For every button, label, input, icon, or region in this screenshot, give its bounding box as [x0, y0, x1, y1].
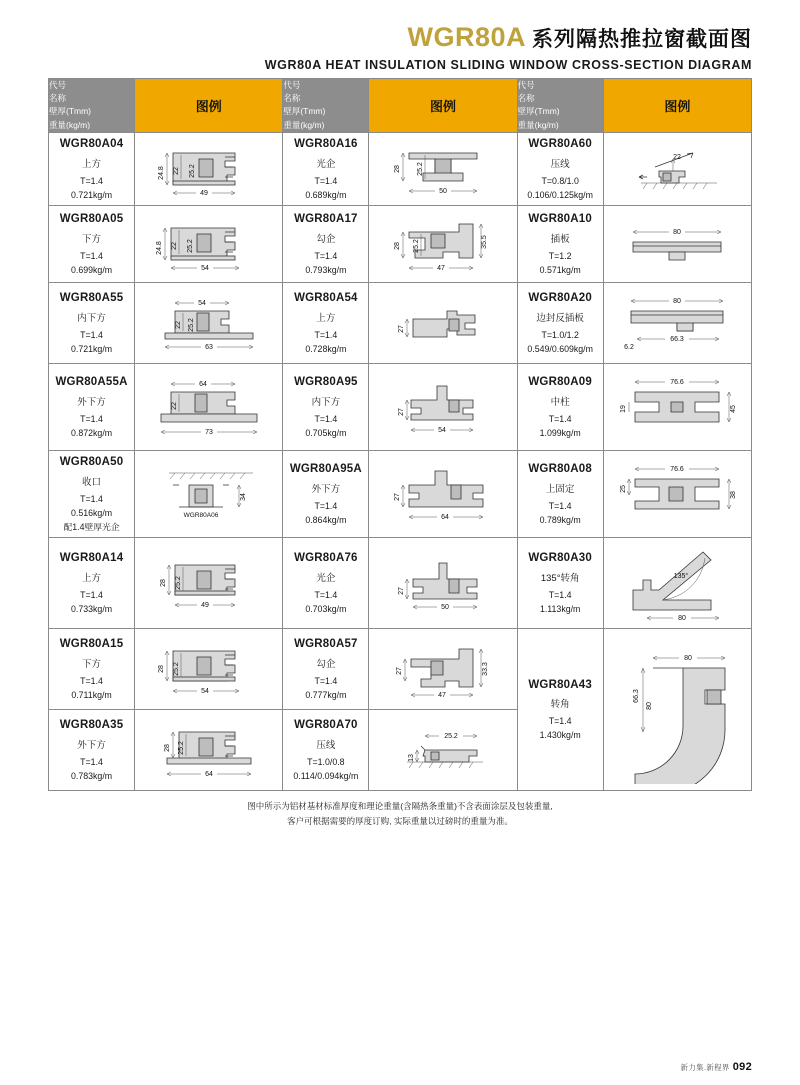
dim-label: 28 — [394, 241, 402, 250]
profile-weight: 0.549/0.609kg/m — [527, 343, 593, 354]
profile-code: WGR80A55 — [59, 292, 124, 305]
profile-name: 勾企 — [316, 233, 336, 245]
profile-label-cell — [517, 537, 603, 628]
header-label-cell-1 — [49, 79, 135, 133]
dim-label: 63 — [204, 343, 213, 351]
profile-weight: 0.789kg/m — [539, 514, 581, 525]
header-line-code: 代号 — [49, 80, 67, 90]
dim-label: 64 — [198, 380, 207, 388]
profile-thickness: T=1.4 — [548, 413, 572, 424]
table-row — [49, 132, 752, 205]
profile-weight: 0.783kg/m — [71, 770, 113, 781]
dim-label: 28 — [163, 743, 171, 752]
profile-thickness: T=1.2 — [548, 250, 572, 261]
header-line-weight: 重量(kg/m) — [49, 119, 91, 130]
profile-figure — [369, 282, 517, 363]
profile-label-cell — [517, 628, 603, 790]
profile-label-cell — [49, 205, 135, 282]
profile-code: WGR80A14 — [59, 552, 124, 565]
profile-name: 上方 — [82, 158, 102, 170]
profile-code: WGR80A76 — [294, 552, 358, 565]
profile-label-cell — [283, 282, 369, 363]
profile-label-cell — [517, 282, 603, 363]
dim-label: 28 — [157, 664, 165, 673]
profile-label-cell — [49, 709, 135, 790]
dim-label: 22 — [170, 401, 178, 410]
profile-code: WGR80A15 — [59, 638, 124, 651]
dim-label: 27 — [396, 666, 404, 675]
dim-label: 76.6 — [670, 378, 685, 386]
dim-label: 54 — [438, 426, 446, 434]
dim-label: 19 — [620, 404, 628, 413]
header-line-name: 名称 — [283, 93, 301, 104]
dim-label: 49 — [199, 189, 208, 197]
profile-figure — [369, 709, 517, 790]
dim-label: 27 — [394, 492, 402, 501]
profile-code: WGR80A17 — [294, 213, 358, 226]
profile-label-cell — [49, 628, 135, 709]
profile-code: WGR80A20 — [528, 292, 592, 305]
profile-thickness: T=1.4 — [80, 756, 103, 767]
dim-label: 25 — [620, 484, 628, 493]
table-row — [49, 363, 752, 450]
profile-thickness: T=1.4 — [314, 413, 338, 424]
header-figure-cell-3: 图例 — [603, 79, 751, 133]
header-line-thickness: 壁厚(Tmm) — [283, 106, 326, 117]
dim-label: 28 — [394, 164, 402, 173]
profile-code: WGR80A95A — [289, 463, 362, 476]
dim-label: 73 — [204, 428, 213, 436]
profile-weight: 0.728kg/m — [305, 343, 347, 354]
dim-label: 49 — [200, 601, 209, 609]
profile-thickness: T=0.8/1.0 — [541, 175, 579, 186]
profile-code: WGR80A35 — [59, 719, 124, 732]
part-label: WGR80A06 — [183, 511, 219, 519]
title-en: WGR80A HEAT INSULATION SLIDING WINDOW CROSS-SECTION DIAGRAM — [264, 58, 752, 72]
profile-code: WGR80A08 — [528, 463, 592, 476]
profile-weight: 1.099kg/m — [539, 427, 581, 438]
dim-label: 22 — [170, 241, 178, 250]
profile-figure — [369, 450, 517, 537]
table-header-row — [49, 79, 752, 133]
profile-weight: 1.113kg/m — [539, 603, 581, 614]
profile-thickness: T=1.4 — [80, 493, 103, 504]
header-line-thickness: 壁厚(Tmm) — [49, 106, 92, 117]
profile-weight: 0.733kg/m — [71, 603, 113, 614]
profile-code: WGR80A54 — [294, 292, 358, 305]
header-line-thickness: 壁厚(Tmm) — [517, 106, 560, 117]
profile-weight: 0.114/0.094kg/m — [293, 770, 359, 781]
profile-figure — [603, 132, 751, 205]
profile-figure — [369, 628, 517, 709]
dim-label: 54 — [197, 299, 206, 307]
dim-label: 22 — [172, 166, 180, 175]
profile-extra: 配1.4壁厚光企 — [63, 522, 120, 532]
dim-label: 22 — [174, 320, 182, 329]
profile-label-cell — [283, 450, 369, 537]
profile-label-cell — [283, 709, 369, 790]
footnote — [0, 799, 800, 830]
profile-figure — [603, 537, 751, 628]
profile-figure — [603, 363, 751, 450]
dim-label: 34 — [239, 492, 247, 501]
profile-weight: 0.777kg/m — [305, 689, 347, 700]
profile-thickness: T=1.4 — [314, 500, 338, 511]
header-line-name: 名称 — [517, 93, 535, 104]
profile-figure — [135, 628, 283, 709]
profile-label-cell — [49, 282, 135, 363]
profile-figure — [369, 537, 517, 628]
profile-thickness: T=1.4 — [80, 589, 103, 600]
profile-thickness: T=1.4 — [80, 675, 103, 686]
dim-label: 24.8 — [155, 240, 163, 255]
profile-label-cell — [283, 537, 369, 628]
profile-code: WGR80A09 — [528, 376, 592, 389]
profile-code: WGR80A57 — [294, 638, 358, 651]
profile-label-cell — [283, 205, 369, 282]
profile-figure — [135, 132, 283, 205]
dim-label: 25.2 — [177, 740, 185, 755]
dim-label: 33.3 — [482, 661, 490, 676]
profile-figure — [369, 363, 517, 450]
footnote-line-2: 客户可根据需要的厚度订购, 实际重量以过磅时的重量为准。 — [287, 816, 513, 827]
dim-label: 54 — [200, 264, 209, 272]
dim-label: 28 — [159, 578, 167, 587]
profile-name: 光企 — [316, 572, 336, 584]
title-cn: 系列隔热推拉窗截面图 — [532, 28, 752, 51]
header-figure-cell-1: 图例 — [135, 79, 283, 133]
profile-weight: 0.516kg/m — [71, 507, 113, 518]
profile-figure — [135, 205, 283, 282]
profile-figure — [135, 537, 283, 628]
dim-label: 6.2 — [624, 343, 635, 351]
profile-code: WGR80A05 — [59, 213, 124, 226]
profile-weight: 0.571kg/m — [539, 264, 581, 275]
profile-table — [48, 78, 752, 791]
profile-label-cell — [49, 132, 135, 205]
table-row — [49, 205, 752, 282]
dim-label: 38 — [730, 490, 738, 499]
header-figure-cell-2: 图例 — [369, 79, 517, 133]
dim-label: 64 — [204, 770, 213, 778]
dim-label: 25.2 — [413, 238, 421, 253]
dim-label: 25.2 — [186, 238, 194, 253]
profile-code: WGR80A60 — [528, 138, 592, 151]
profile-name: 压线 — [550, 158, 570, 170]
header-label-cell-3 — [517, 79, 603, 133]
dim-label: 80 — [673, 228, 682, 236]
profile-thickness: T=1.0/1.2 — [541, 329, 579, 340]
dim-label: 35.5 — [481, 234, 489, 249]
profile-name: 内下方 — [77, 312, 106, 324]
dim-label: 80 — [684, 655, 693, 663]
table-row — [49, 537, 752, 628]
profile-figure — [603, 282, 751, 363]
footnote-line-1: 图中所示为铝材基材标准厚度和理论重量(含隔热条重量)不含表面涂层及包装重量, — [247, 800, 553, 811]
dim-label: 54 — [200, 687, 209, 695]
dim-label: 47 — [438, 691, 446, 699]
profile-thickness: T=1.4 — [314, 250, 338, 261]
profile-thickness: T=1.4 — [548, 500, 572, 511]
header-line-code: 代号 — [283, 80, 301, 90]
dim-label: 13 — [408, 753, 416, 762]
profile-figure — [135, 450, 283, 537]
profile-name: 上方 — [82, 572, 102, 584]
profile-weight: 0.689kg/m — [305, 189, 347, 200]
profile-table-wrap — [0, 78, 800, 791]
profile-code: WGR80A43 — [528, 678, 592, 691]
header-line-weight: 重量(kg/m) — [517, 119, 559, 130]
profile-name: 光企 — [316, 158, 336, 170]
dim-label: 80 — [673, 297, 682, 305]
profile-thickness: T=1.4 — [314, 175, 338, 186]
profile-name: 插板 — [550, 233, 570, 245]
profile-weight: 0.864kg/m — [305, 514, 347, 525]
profile-figure — [369, 205, 517, 282]
profile-weight: 0.711kg/m — [71, 689, 112, 700]
profile-figure — [135, 363, 283, 450]
profile-name: 压线 — [316, 739, 336, 751]
table-row — [49, 282, 752, 363]
profile-code: WGR80A55A — [55, 376, 128, 389]
dim-label: 27 — [398, 586, 406, 595]
profile-code: WGR80A16 — [294, 138, 358, 151]
profile-label-cell — [517, 363, 603, 450]
dim-label: 50 — [441, 603, 449, 611]
profile-figure — [603, 450, 751, 537]
dim-label: 27 — [398, 324, 406, 333]
dim-label: 25.2 — [188, 163, 196, 178]
profile-name: 135°转角 — [540, 572, 580, 584]
dim-label: 66.3 — [670, 335, 685, 343]
dim-label: 22 — [673, 153, 682, 161]
profile-code: WGR80A70 — [294, 719, 358, 732]
profile-label-cell — [49, 537, 135, 628]
profile-weight: 0.699kg/m — [71, 264, 113, 275]
profile-name: 边封反插板 — [536, 312, 584, 324]
profile-figure — [135, 709, 283, 790]
profile-code: WGR80A10 — [528, 213, 592, 226]
profile-thickness: T=1.4 — [80, 175, 103, 186]
header-line-name: 名称 — [49, 93, 67, 104]
profile-label-cell — [283, 363, 369, 450]
dim-label: 76.6 — [670, 465, 685, 473]
profile-thickness: T=1.4 — [314, 329, 338, 340]
profile-thickness: T=1.4 — [80, 329, 103, 340]
profile-thickness: T=1.4 — [314, 675, 338, 686]
dim-label: 135° — [674, 572, 689, 580]
profile-thickness: T=1.4 — [548, 589, 572, 600]
dim-label: 25.2 — [172, 661, 180, 676]
profile-name: 下方 — [82, 233, 102, 245]
profile-thickness: T=1.4 — [314, 589, 338, 600]
dim-label: 24.8 — [157, 165, 165, 180]
profile-figure — [369, 132, 517, 205]
profile-thickness: T=1.0/0.8 — [307, 756, 345, 767]
dim-label: 45 — [730, 404, 738, 413]
profile-weight: 0.705kg/m — [305, 427, 347, 438]
table-row — [49, 628, 752, 709]
profile-name: 转角 — [550, 699, 570, 711]
dim-label: 47 — [437, 264, 445, 272]
profile-label-cell — [49, 450, 135, 537]
profile-weight: 0.703kg/m — [305, 603, 347, 614]
profile-name: 收口 — [82, 476, 102, 488]
profile-name: 内下方 — [311, 396, 341, 408]
profile-weight: 1.430kg/m — [539, 730, 581, 741]
dim-label: 25.2 — [187, 317, 195, 332]
profile-name: 中柱 — [550, 396, 570, 408]
footer-label: 新力集.新程界 — [680, 1063, 730, 1072]
profile-label-cell — [283, 132, 369, 205]
profile-weight: 0.793kg/m — [305, 264, 347, 275]
header-line-weight: 重量(kg/m) — [283, 119, 325, 130]
profile-weight: 0.721kg/m — [71, 189, 113, 200]
profile-weight: 0.106/0.125kg/m — [527, 189, 593, 200]
dim-label: 64 — [441, 513, 449, 521]
dim-label: 66.3 — [633, 689, 641, 703]
dim-label: 25.2 — [444, 732, 458, 740]
profile-thickness: T=1.4 — [80, 250, 103, 261]
page-footer — [681, 1061, 752, 1073]
profile-thickness: T=1.4 — [548, 716, 572, 727]
profile-code: WGR80A50 — [59, 456, 124, 469]
profile-label-cell — [517, 205, 603, 282]
profile-name: 外下方 — [77, 396, 106, 408]
profile-name: 上方 — [316, 312, 336, 324]
dim-label: 80 — [646, 702, 654, 711]
profile-weight: 0.872kg/m — [71, 427, 113, 438]
dim-label: 25.2 — [174, 575, 182, 590]
dim-label: 25.2 — [417, 161, 425, 176]
profile-thickness: T=1.4 — [80, 413, 103, 424]
page-title — [48, 22, 752, 53]
profile-figure — [603, 628, 751, 790]
profile-label-cell — [49, 363, 135, 450]
page-header — [0, 0, 800, 78]
profile-code: WGR80A04 — [59, 138, 124, 151]
dim-label: 80 — [678, 614, 687, 622]
header-label-cell-2 — [283, 79, 369, 133]
profile-code: WGR80A95 — [294, 376, 358, 389]
header-line-code: 代号 — [517, 80, 535, 90]
profile-code: WGR80A30 — [528, 552, 592, 565]
profile-figure — [135, 282, 283, 363]
profile-label-cell — [283, 628, 369, 709]
profile-figure — [603, 205, 751, 282]
table-row — [49, 450, 752, 537]
profile-name: 勾企 — [316, 658, 336, 670]
page-number: 092 — [732, 1061, 752, 1073]
profile-name: 外下方 — [311, 483, 341, 495]
dim-label: 27 — [398, 407, 406, 416]
series-code: WGR80A — [407, 22, 526, 52]
profile-name: 上固定 — [545, 483, 575, 495]
profile-label-cell — [517, 132, 603, 205]
profile-name: 下方 — [82, 658, 102, 670]
profile-weight: 0.721kg/m — [71, 343, 113, 354]
dim-label: 50 — [439, 187, 447, 195]
profile-name: 外下方 — [77, 739, 106, 751]
profile-label-cell — [517, 450, 603, 537]
